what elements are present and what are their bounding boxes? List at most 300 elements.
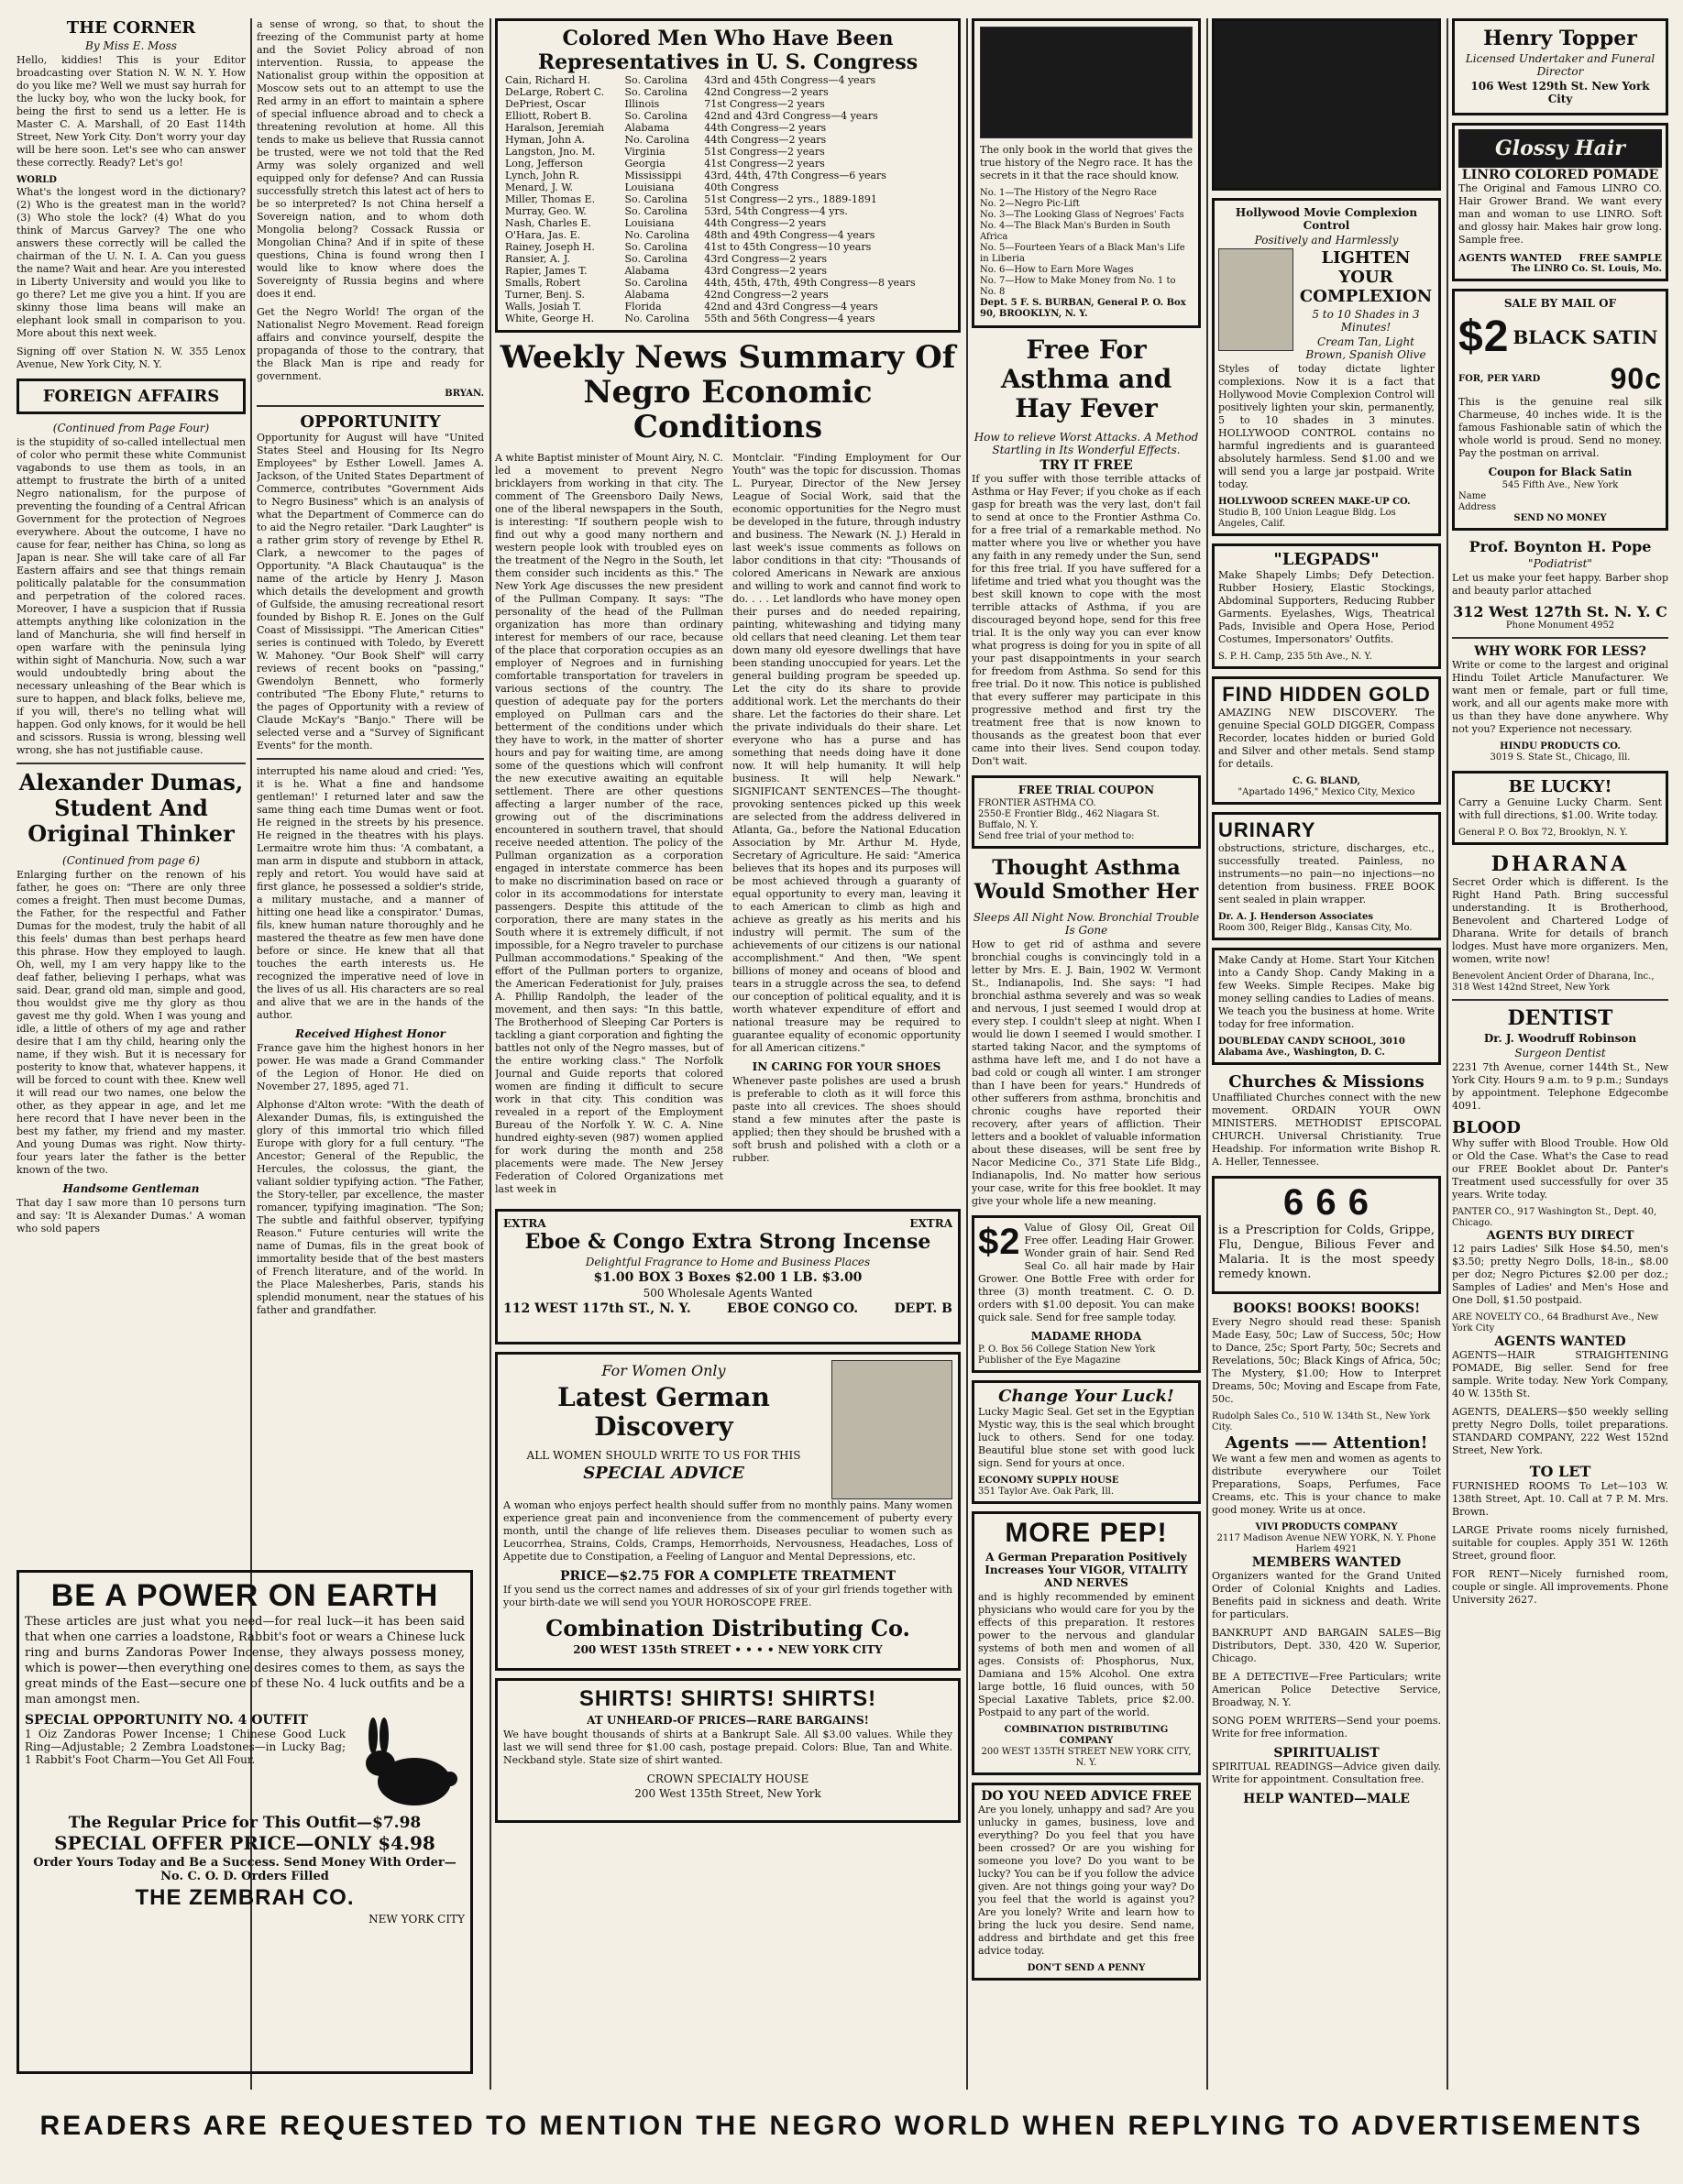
glossyhair-text: The Original and Famous LINRO CO. Hair Grower Brand. We want every man and woman to use LINRO. Soft and glossy hair. Makes hair grow long. Sample free. — [1458, 182, 1662, 246]
luck-text: Lucky Magic Seal. Get set in the Egyptian Mystic way, this is the seal which brought luck to others. Send for one today. Beautiful blue stone set with good luck sign. Send for yours at once. — [978, 1406, 1194, 1469]
divider — [1452, 637, 1668, 639]
column-5 — [1212, 18, 1441, 2090]
rep-terms: 41st to 45th Congress—10 years — [704, 241, 872, 253]
dharana-text: Secret Order which is different. Is the Right Hand Path. Bring successful understanding. It is Brotherhood, Benevolent and Chartered Lodge of Dharana. Write for details of branch lodges. Must have more organizers. Men, women, write now! — [1452, 876, 1668, 965]
rep-name: Rainey, Joseph H. — [505, 241, 595, 253]
gold-ad — [1212, 676, 1441, 805]
rep-name: Hyman, John A. — [505, 134, 586, 146]
rep-state: So. Carolina — [624, 86, 688, 98]
rep-state: Georgia — [624, 158, 666, 170]
why-addr: 3019 S. State St., Chicago, Ill. — [1490, 752, 1631, 763]
rep-state: Louisiana — [624, 217, 675, 229]
shoes-text: Whenever paste polishes are used a brush is preferable to cloth as it will force this paste into all crevices. The shoes should stand a few minutes after the paste is applied; then they should be brushed with a soft brush and polished with a cloth or a rubber. — [732, 1075, 961, 1164]
urinary-doctor: Dr. A. J. Henderson Associates — [1218, 912, 1374, 922]
rep-state: Alabama — [624, 265, 670, 277]
thought-text: How to get rid of asthma and severe bronchial coughs is convincingly told in a letter by Mrs. E. J. Bain, 1902 W. Vermont St., Indianapolis, Ind. She says: "I had bronchial asthma severely and was so weak and nervous, I just seemed I would drop at every step. I couldn't sleep at night. When I would lie down I seemed I would smother. I started taking Nacor, and the symptoms of asthma have left me, and I do not have a bad cold or cough all winter. I am stronger than I have been for years." Hundreds of other sufferers from asthma, bronchitis and chronic coughs have reported their recovery, after years of affliction. Their letters and a booklet of valuable information about these diseases, will be sent free by Nacor Medicine Co., 371 State Life Bldg., Indianapolis, Ind. No matter how serious your case, write for this free booklet. It may give your whole life a new meaning. — [972, 938, 1201, 1207]
woman-portrait-image — [831, 1360, 952, 1499]
six66-ad — [1212, 1176, 1441, 1294]
table-row — [503, 122, 952, 134]
shoes-head: IN CARING FOR YOUR SHOES — [752, 1060, 941, 1073]
table-row — [503, 74, 952, 86]
german-ad — [495, 1352, 961, 1671]
table-row — [503, 217, 952, 229]
power-order: Order Yours Today and Be a Success. Send Money With Order—No. C. O. D. Orders Filled — [33, 1856, 456, 1883]
column-6 — [1452, 18, 1668, 2090]
coupon-addr: 2550-E Frontier Bldg., 462 Niagara St. Buffalo, N. Y. — [978, 809, 1160, 830]
blood-addr: PANTER CO., 917 Washington St., Dept. 40, Chicago. — [1452, 1207, 1657, 1228]
glossyhair-agents: AGENTS WANTED — [1458, 252, 1562, 264]
power-ad — [16, 1570, 473, 2074]
gold-addr: "Apartado 1496," Mexico City, Mexico — [1238, 787, 1415, 797]
table-row — [503, 146, 952, 158]
rep-name: Rapier, James T. — [505, 265, 588, 277]
dumas-cont: (Continued from page 6) — [62, 854, 200, 867]
hollywood-ad — [1212, 198, 1441, 536]
shirts-text: We have bought thousands of shirts at a Bankrupt Sale. All $3.00 values. While they last we will send three for $1.00 cash, postage prepaid. Colors: Blue, Tan and White. Neckband style. State size of shirt wanted. — [503, 1729, 952, 1766]
rep-name: Walls, Josiah T. — [505, 301, 582, 313]
why-company: HINDU PRODUCTS CO. — [1500, 741, 1621, 752]
rep-terms: 42nd Congress—2 years — [704, 86, 829, 98]
rep-terms: 41st Congress—2 years — [704, 158, 825, 170]
rep-state: So. Carolina — [624, 74, 688, 86]
satin-cents: 90c — [1610, 362, 1662, 395]
rep-terms: 55th and 56th Congress—4 years — [704, 313, 875, 324]
power-title: BE A POWER ON EARTH — [50, 1578, 439, 1613]
rep-name: Nash, Charles E. — [505, 217, 591, 229]
rep-name: Haralson, Jeremiah — [505, 122, 605, 134]
pep-ad — [972, 1511, 1201, 1775]
candy-company: DOUBLEDAY CANDY SCHOOL, 3010 Alabama Ave., Washington, D. C. — [1218, 1037, 1405, 1058]
agents-company: VIVI PRODUCTS COMPANY — [1255, 1522, 1398, 1532]
satin-big: BLACK SATIN — [1512, 325, 1658, 348]
incense-price: $1.00 BOX 3 Boxes $2.00 1 LB. $3.00 — [593, 1270, 863, 1285]
rep-terms: 44th Congress—2 years — [704, 122, 827, 134]
glossyhair-banner — [1458, 129, 1662, 168]
rep-terms: 44th, 45th, 47th, 49th Congress—8 years — [704, 277, 916, 289]
incense-sub: Delightful Fragrance to Home and Business Places — [585, 1256, 871, 1268]
german-advice: SPECIAL ADVICE — [583, 1464, 744, 1483]
rep-name: Cain, Richard H. — [505, 74, 591, 86]
churches-text: Unaffiliated Churches connect with the new movement. ORDAIN YOUR OWN MINISTERS. METHODIST EPISCOPAL CHURCH. Universal Christianity. True Headship. For information write Bishop R. A. Heller, Tennessee. — [1212, 1092, 1441, 1168]
rep-state: So. Carolina — [624, 193, 688, 205]
foreign-affairs-title: FOREIGN AFFAIRS — [42, 387, 220, 406]
rep-terms: 42nd Congress—2 years — [704, 289, 829, 301]
foreign-cont: (Continued from Page Four) — [52, 422, 210, 434]
members-title: MEMBERS WANTED — [1251, 1555, 1402, 1570]
dentist-text: 2231 7th Avenue, corner 144th St., New York City. Hours 9 a.m. to 9 p.m.; Sundays by appointment. Telephone Edgecombe 4091. — [1452, 1061, 1668, 1112]
hollywood-company: HOLLYWOOD SCREEN MAKE-UP CO. — [1218, 497, 1411, 507]
rep-terms: 42nd and 43rd Congress—4 years — [704, 301, 878, 313]
lucky-text: Carry a Genuine Lucky Charm. Sent with full directions, $1.00. Write today. — [1458, 796, 1662, 821]
table-row — [503, 265, 952, 277]
agents-title: Agents —— Attention! — [1225, 1433, 1428, 1453]
book-list — [980, 188, 1193, 298]
rep-state: Florida — [624, 301, 662, 313]
rep-name: DeLarge, Robert C. — [505, 86, 605, 98]
glossy-pub: Publisher of the Eye Magazine — [978, 1355, 1121, 1366]
table-row — [503, 193, 952, 205]
luck-addr: 351 Taylor Ave. Oak Park, Ill. — [978, 1487, 1115, 1497]
corner-byline: By Miss E. Moss — [85, 39, 177, 52]
dentist-title: DENTIST — [1507, 1006, 1613, 1030]
agents-addr: 2117 Madison Avenue NEW YORK, N. Y. Phone Harlem 4921 — [1216, 1533, 1436, 1554]
dolls-text: 12 pairs Ladies' Silk Hose $4.50, men's $3.50; pretty Negro Dolls, 18-in., $8.00 per doz; Negro Pictures $2.00 per doz.; Samples of Ladies' and Men's Hose and One Doll, $1.50 postpaid. — [1452, 1243, 1668, 1306]
rep-state: So. Carolina — [624, 241, 688, 253]
rep-name: Elliott, Robert B. — [505, 110, 592, 122]
advice-footer: DON'T SEND A PENNY — [1027, 1963, 1146, 1973]
rep-terms: 48th and 49th Congress—4 years — [704, 229, 875, 241]
urinary-addr: Room 300, Reiger Bldg., Kansas City, Mo. — [1218, 923, 1413, 933]
asthma-sub: How to relieve Worst Attacks. A Method Startling in Its Wonderful Effects. — [974, 431, 1199, 456]
advice-text: Are you lonely, unhappy and sad? Are you unlucky in games, business, love and everything? Do you feel that you have been crossed? Or are you wishing for someone you love? Do you want to be lucky? You can be if you follow the advice given. Are not things going your way? Do you feel that the world is against you? Are you lonely? Write and learn how to bring the luck you desire. Send name, address and birthdate and get this free advice today. — [978, 1804, 1194, 1957]
gold-title: FIND HIDDEN GOLD — [1222, 683, 1431, 706]
incense-extra-left: EXTRA — [503, 1217, 546, 1230]
rep-state: No. Carolina — [624, 313, 690, 324]
pep-company: COMBINATION DISTRIBUTING COMPANY — [1004, 1725, 1169, 1746]
table-row — [503, 289, 952, 301]
column-1 — [16, 18, 246, 1558]
power-items: 1 Oiz Zandoras Power Incense; 1 Chinese Good Luck Ring—Adjustable; 2 Zembra Loadstones—in Lucky Bag; 1 Rabbit's Foot Charm—You Get All Four. — [25, 1728, 346, 1766]
luck-ad — [972, 1380, 1201, 1504]
rep-name: Long, Jefferson — [505, 158, 583, 170]
incense-title: Eboe & Congo Extra Strong Incense — [524, 1230, 931, 1254]
tolet-title: TO LET — [1529, 1463, 1591, 1480]
summary-col1: A white Baptist minister of Mount Airy, N. C. led a movement to prevent Negro bricklayers from working in that city. The comment of The Greensboro Daily News, one of the liberal newspapers in the South, is interesting: "If southern people wish to find out why a good many northern and western people look with troubled eyes on the treatment of the Negro in the South, let them consider such incidents as this." The New York Age discusses the new president of the Pullman Company. It says: "The personality of the head of the Pullman organization has more than ordinary interest for members of our race, because of the place that corporation occupies as an employer of Negroes and in furnishing comfortable transportation for travelers in various sections of the country. The question of adequate pay for the porters employed on Pullman cars and the betterment of the conditions under which they have to work, in the matter of shorter hours and pay for waiting time, are among some of the questions which will confront the new executive awaiting an equitable settlement. There are other questions affecting a larger number of the race, growing out of the discriminations encountered in southern travel, that should receive needed attention. The policy of the Pullman organization as a corporation engaged in interstate commerce has been to make no discrimination based on race or color in its accommodations for interstate passengers. Despite this attitude of the corporation, there are many states in the South where it is extremely difficult, if not impossible, for a Negro traveler to purchase Pullman accommodations." Speaking of the effort of the Pullman porters to organize, the American Federationist for July, praises A. Phillip Randolph, the leader of the movement, and then says: "In this battle, The Brotherhood of Sleeping Car Porters is tackling a giant corporation and fighting the battles not only of the Negro masses, but of the entire working class." The Norfolk Journal and Guide reports that colored women are finding it difficult to secure work in that city. This condition was revealed in a report of the Employment Bureau of the Norfolk Y. W. C. A. Nine hundred eighty-seven (987) women applied for work during the month and 258 placements were made. The New Jersey Federation of Colored Organizations met last week in — [495, 452, 724, 1195]
power-addr: NEW YORK CITY — [368, 1913, 465, 1926]
power-price1: The Regular Price for This Outfit—$7.98 — [68, 1814, 422, 1832]
pope-name: Prof. Boynton H. Pope — [1468, 538, 1652, 555]
foreign-affairs-box — [16, 379, 246, 414]
six66-text: is a Prescription for Colds, Grippe, Flu, Dengue, Bilious Fever and Malaria. It is the most speedy remedy known. — [1218, 1224, 1435, 1281]
dharana-title: DHARANA — [1490, 852, 1630, 876]
agents1-text: AGENTS—HAIR STRAIGHTENING POMADE, Big seller. Send for free sample. Write today. New York Company, 40 W. 135th St. — [1452, 1349, 1668, 1399]
power-offer: SPECIAL OPPORTUNITY NO. 4 OUTFIT — [25, 1713, 308, 1728]
rep-terms: 53rd, 54th Congress—4 yrs. — [704, 205, 848, 217]
list-item: No. 7—How to Make Money from No. 1 to No. 8 — [980, 276, 1176, 297]
satin-coupon: Coupon for Black Satin — [1488, 466, 1633, 478]
rep-state: So. Carolina — [624, 277, 688, 289]
rep-state: Louisiana — [624, 181, 675, 193]
topper-sub: Licensed Undertaker and Funeral Director — [1465, 52, 1656, 78]
luck-footer: ECONOMY SUPPLY HOUSE — [978, 1476, 1119, 1486]
tolet3: FOR RENT—Nicely furnished room, couple or single. All improvements. Phone University 2627. — [1452, 1568, 1668, 1606]
glossy-ad — [972, 1215, 1201, 1373]
legpads-ad — [1212, 543, 1441, 669]
rep-terms: 42nd and 43rd Congress—4 years — [704, 110, 878, 122]
book-addr: Dept. 5 F. S. BURBAN, General P. O. Box 90, BROOKLYN, N. Y. — [980, 298, 1186, 319]
divider — [16, 763, 246, 764]
pep-title: MORE PEP! — [1005, 1518, 1168, 1548]
satin-per: FOR, PER YARD — [1458, 373, 1541, 384]
table-row — [503, 158, 952, 170]
power-price2: SPECIAL OFFER PRICE—ONLY $4.98 — [54, 1832, 435, 1854]
table-row — [503, 241, 952, 253]
incense-ad — [495, 1209, 961, 1344]
glossyhair-free: FREE SAMPLE — [1578, 252, 1662, 264]
table-row — [503, 181, 952, 193]
corner-title: THE CORNER — [66, 18, 196, 38]
glossy-addr: P. O. Box 56 College Station New York — [978, 1344, 1156, 1355]
blood-text: Why suffer with Blood Trouble. How Old or Old the Case. What's the Case to read our FREE Booklet about Dr. Panter's Treatment used successfully for over 35 years. Write today. — [1452, 1137, 1668, 1201]
incense-extra-right: EXTRA — [909, 1217, 952, 1230]
help-wanted: HELP WANTED—MALE — [1243, 1792, 1410, 1806]
rep-name: O'Hara, Jas. E. — [505, 229, 581, 241]
dumas-cont-text: interrupted his name aloud and cried: 'Yes, it is he. What a fine and handsome gentleman!' I returned later and saw the same thing each time Dumas went or foot. He reigned in the streets by his presence. He reigned in the theatres with his plays. Lermaitre wrote him thus: 'A combatant, a man arm in dispute and stubborn in attack, reply and retort. You would have said at first glance, he possessed a soldier's stride, a military mustache, and a manner of hitting one head like a conspirator.' Dumas, fils, knew human nature thoroughly and he mastered the theatre as few men have done before or since. He knew that all that touches the earth interests us. He recognized the imperative need of love in the lives of us all. His characters are so real and alive that we are in the hands of the author. — [257, 765, 484, 1021]
handsome-text: That day I saw more than 10 persons turn and say: 'It is Alexander Dumas.' A woman who sold papers — [16, 1197, 246, 1235]
pep-text: and is highly recommended by eminent physicians who would care for you by the effects of this preparation. It restores power to the nervous and glandular systems of both men and women of all ages. Consists of: Phosphorus, Nux, Damiana and 15% Alcohol. One extra large bottle, 16 fluid ounces, with 50 Special Laxative Tablets, price $2.00. Postpaid to any part of the world. — [978, 1591, 1194, 1718]
list-item: No. 3—The Looking Glass of Negroes' Facts — [980, 210, 1184, 220]
rep-name: Turner, Benj. S. — [505, 289, 586, 301]
glossy-company: MADAME RHODA — [1030, 1330, 1142, 1343]
incense-company: EBOE CONGO CO. — [727, 1301, 859, 1316]
column-rule — [1446, 18, 1448, 2090]
table-row — [503, 313, 952, 324]
topper-name: Henry Topper — [1483, 27, 1637, 50]
agents2-text: AGENTS, DEALERS—$50 weekly selling pretty Negro Dolls, toilet preparations. STANDARD COMPANY, 222 West 152nd Street, New York. — [1452, 1406, 1668, 1456]
rep-state: No. Carolina — [624, 134, 690, 146]
rep-state: Alabama — [624, 289, 670, 301]
hollywood-title: Hollywood Movie Complexion Control — [1235, 206, 1418, 232]
rep-terms: 43rd Congress—2 years — [704, 265, 827, 277]
agents-wanted: AGENTS WANTED — [1494, 1334, 1626, 1349]
dolls-company: ARE NOVELTY CO., 64 Bradhurst Ave., New York City — [1452, 1312, 1659, 1333]
urinary-ad — [1212, 812, 1441, 940]
list-item: No. 2—Negro Pic-Lift — [980, 199, 1080, 209]
russia-text: a sense of wrong, so that, to shout the freezing of the Communist party at home and the Soviet Policy abroad of non intervention. Russia, to appease the Nationalist group within the opposition at Moscow sets out to an attempt to use the Red army in an effort to maintain a sphere of special influence abroad and to check a threatening revolution at home. All this tends to make us believe that Russia cannot be trusted, were we not told that the Red Army was solely organized and well equipped only for defense? And can Russia successfully stretch this latest act of hers to be so interpreted? Is not China herself a Sovereign nation, and to whom doth Mongolia belong? Cossack Russia or Mongolian China? And if in spite of these questions, China is found wrong then I would like to know where does the Sovereignty of Russia begins and where does it end. — [257, 18, 484, 300]
rep-name: Ransier, A. J. — [505, 253, 570, 265]
column-2 — [257, 18, 484, 1558]
daudet-text: Alphonse d'Alton wrote: "With the death of Alexander Dumas, fils, is extinguished the glory of this immortal trio which filled Europe with glory for a full century. "The Ancestor; General of the Republic, the Hercules, the colossus, the giant, the valiant soldier typifying action. "The Father, the Story-teller, par excellence, the master romancer, typifying imagination. "The Son; The subtle and faithful observer, typifying Reason." Future centuries will write the name of Dumas, fils in the great book of immortality beside that of the best masters of French literature, and of the world. In the Place Malesherbes, Paris, stands his splendid monument, near the statues of his father and grandfather. — [257, 1099, 484, 1316]
table-row — [503, 301, 952, 313]
signed: BRYAN. — [445, 389, 484, 399]
satin-price: $2 — [1458, 313, 1510, 361]
shirts-title: SHIRTS! SHIRTS! SHIRTS! — [578, 1686, 877, 1711]
table-row — [503, 98, 952, 110]
rep-name: Langston, Jno. M. — [505, 146, 596, 158]
lucky-addr: General P. O. Box 72, Brooklyn, N. Y. — [1458, 828, 1628, 838]
rep-name: White, George H. — [505, 313, 595, 324]
hollywood-big: LIGHTEN YOUR COMPLEXION — [1299, 248, 1433, 306]
footer-banner: READERS ARE REQUESTED TO MENTION THE NEGRO WORLD WHEN REPLYING TO ADVERTISEMENTS — [39, 2111, 1644, 2141]
blood-title: BLOOD — [1452, 1118, 1521, 1137]
spiritualist-text: SPIRITUAL READINGS—Advice given daily. Write for appointment. Consultation free. — [1212, 1761, 1441, 1785]
legpads-addr: S. P. H. Camp, 235 5th Ave., N. Y. — [1218, 652, 1372, 662]
pope-phone: Phone Monument 4952 — [1505, 620, 1615, 631]
rep-state: Mississippi — [624, 170, 682, 181]
rep-name: Lynch, John R. — [505, 170, 580, 181]
reps-title: Colored Men Who Have Been Representatives in U. S. Congress — [537, 27, 918, 74]
german-price: PRICE—$2.75 FOR A COMPLETE TREATMENT — [559, 1569, 896, 1584]
glossy-text: Value of Glosy Oil, Great Oil Free offer. Leading Hair Grower. Wonder grain of hair. Send Red Seal Co. all hair made by Hair Grower. One Bottle Free with order for three (3) month treatment. C. O. D. orders with $1.00 deposit. You can make quick sale. Send for free sample today. — [978, 1222, 1194, 1323]
german-title: Latest German Discovery — [557, 1382, 770, 1442]
pep-addr: 200 WEST 135TH STREET NEW YORK CITY, N. Y. — [981, 1747, 1192, 1768]
list-item: No. 5—Fourteen Years of a Black Man's Life in Liberia — [980, 243, 1185, 264]
detective-text: BE A DETECTIVE—Free Particulars; write American Police Detective Service, Broadway, N. Y. — [1212, 1671, 1441, 1708]
glossyhair-title: Glossy Hair — [1494, 137, 1626, 160]
hollywood-colors: Cream Tan, Light Brown, Spanish Olive — [1305, 335, 1426, 361]
reps-table — [503, 74, 952, 324]
glossy-price: $2 — [978, 1222, 1021, 1262]
column-3 — [495, 18, 961, 2090]
satin-addr: 545 Fifth Ave., New York — [1502, 480, 1619, 490]
asthma-coupon[interactable] — [972, 775, 1201, 849]
pep-sub: A German Preparation Positively Increases Your VIGOR, VITALITY AND NERVES — [984, 1551, 1188, 1589]
coupon-head: FREE TRIAL COUPON — [1018, 784, 1155, 796]
pope-addr: 312 West 127th St. N. Y. C — [1453, 603, 1667, 620]
rep-terms: 44th Congress—2 years — [704, 217, 827, 229]
advice-ad — [972, 1783, 1201, 1981]
handsome-head: Handsome Gentleman — [62, 1182, 200, 1195]
satin-nomoney: SEND NO MONEY — [1513, 513, 1607, 523]
pope-title: "Podiatrist" — [1528, 557, 1592, 570]
rep-terms: 71st Congress—2 years — [704, 98, 825, 110]
satin-name[interactable]: Name — [1458, 491, 1487, 501]
pope-text: Let us make your feet happy. Barber shop and beauty parlor attached — [1452, 572, 1668, 597]
rep-terms: 43rd Congress—2 years — [704, 253, 827, 265]
lucky-ad — [1452, 771, 1668, 845]
foreign-text: is the stupidity of so-called intellectual men of color who permit these white Communist vagabonds to use them as tools, in an attempt to frustrate the birth of a united Negro nationalism, for the purpose of preventing the founding of a Central African Government for the protection of Negroes everywhere. About the outcome, I have no cause for fear, neither has China, so long as Japan is near. She will take care of all Far Eastern affairs and see that things remain politically palatable for the consummation and perpetration of the colored races. Moreover, I have a suspicion that if Russia attempts anything like colonization in the land of Manchuria, she will find herself in open warfare with the peninsula lying within sight of Manchuria. Now, such a war would undoubtedly bring about the necessary unleashing of the Bear which is sure to happen, and black folks, believe me, if you will, there's no telling what will happen. God only knows, for it would be hell and scissors. Russia is wrong, blessing well wrong, she has not justifiable cause. — [16, 436, 246, 756]
shirts-company: CROWN SPECIALTY HOUSE — [646, 1772, 809, 1785]
shirts-ad — [495, 1678, 961, 1823]
list-item: No. 6—How to Earn More Wages — [980, 265, 1134, 275]
legpads-title: "LEGPADS" — [1273, 550, 1380, 569]
churches-title: Churches & Missions — [1228, 1072, 1424, 1092]
table-row — [503, 253, 952, 265]
dumas-title: Alexander Dumas, Student And Original Thinker — [18, 769, 244, 847]
why-text: Write or come to the largest and original Hindu Toilet Article Manufacturer. We want men or female, part or full time, work, and all our agents make more with us than they have done anywhere. Why not you? Experience not necessary. — [1452, 659, 1668, 735]
spiritualist-title: SPIRITUALIST — [1273, 1746, 1380, 1761]
gold-company: C. G. BLAND, — [1292, 776, 1361, 786]
rep-state: So. Carolina — [624, 253, 688, 265]
lucky-title: BE LUCKY! — [1508, 777, 1612, 796]
rep-state: So. Carolina — [624, 110, 688, 122]
satin-address[interactable]: Address — [1458, 502, 1496, 512]
topper-ad — [1452, 18, 1668, 115]
dentist-sub: Surgeon Dentist — [1514, 1047, 1606, 1059]
book-ad — [972, 18, 1201, 328]
table-row — [503, 277, 952, 289]
thought-title: Thought Asthma Would Smother Her — [974, 856, 1199, 904]
asthma-title: Free For Asthma and Hay Fever — [1000, 335, 1172, 423]
agents-text: We want a few men and women as agents to distribute everywhere our Toilet Preparations, Soaps, Perfumes, Face Creams, etc. This is your chance to make good money. Write us at once. — [1212, 1453, 1441, 1516]
song-text: SONG POEM WRITERS—Send your poems. Write for free information. — [1212, 1715, 1441, 1740]
german-head: For Women Only — [601, 1362, 726, 1379]
urinary-text: obstructions, stricture, discharges, etc., successfully treated. Painless, no instruments—no pain—no injections—no detention from business. FREE BOOK sent sealed in plain wrapper. — [1218, 842, 1435, 905]
advice-badge: DO YOU NEED ADVICE FREE — [981, 1789, 1192, 1804]
rabbit-icon — [355, 1713, 465, 1814]
table-row — [503, 134, 952, 146]
power-company: THE ZEMBRAH CO. — [135, 1885, 355, 1910]
incense-dept: DEPT. B — [894, 1301, 952, 1316]
book-text: The only book in the world that gives the true history of the Negro race. It has the secrets in it that the race should know. — [980, 144, 1193, 181]
rep-state: No. Carolina — [624, 229, 690, 241]
german-sub: ALL WOMEN SHOULD WRITE TO US FOR THIS — [526, 1449, 801, 1462]
books-text: Every Negro should read these: Spanish Made Easy, 50c; Law of Success, 50c; How to Dance, 25c; Sport Party, 50c; Secrets and Revelations, 50c; Black Kings of Africa, 50c; The Mystery, $1.00; How to Interpret Dreams, 50c; Moving and Escape from Fate, 50c. — [1212, 1316, 1441, 1405]
corner-signoff: Signing off over Station N. W. 355 Lenox Avenue, New York City, N. Y. — [16, 346, 246, 370]
dharana-addr: Benevolent Ancient Order of Dharana, Inc., 318 West 142nd Street, New York — [1452, 971, 1655, 993]
tolet1: FURNISHED ROOMS To Let—103 W. 138th Street, Apt. 10. Call at 7 P. M. Mrs. Brown. — [1452, 1480, 1668, 1518]
german-text: A woman who enjoys perfect health should suffer from no monthly pains. Many women experience great pain and inconvenience from the commencement of puberty every month, until the change of life relieves them. Diseases peculiar to women such as Leucorrhea, Strains, Colds, Cramps, Hemorrhoids, Nervousness, Headaches, Loss of Appetite due to Constipation, a Feeling of Languor and Mental Depressions, etc. — [503, 1499, 952, 1563]
rep-terms: 40th Congress — [704, 181, 779, 193]
books-addr: Rudolph Sales Co., 510 W. 134th St., New York City. — [1212, 1411, 1431, 1432]
book-cover-image — [980, 27, 1193, 138]
honor-head: Received Highest Honor — [295, 1027, 446, 1040]
hollywood-text: Styles of today dictate lighter complexions. Now it is a fact that Hollywood Movie Complexion Control will positively lighten your skin, permanently, 5 to 10 shades in 3 minutes. HOLLYWOOD CONTROL contains no harmful ingredients and is guaranteed absolutely harmless. Send $1.00 and we will send you a large jar postpaid. Write today. — [1218, 363, 1435, 490]
tolet2: LARGE Private rooms nicely furnished, suitable for couples. Apply 351 W. 126th Street, ground floor. — [1452, 1524, 1668, 1562]
column-rule — [1206, 18, 1208, 2090]
rep-state: Illinois — [624, 98, 660, 110]
list-item: No. 4—The Black Man's Burden in South Africa — [980, 221, 1171, 242]
table-row — [503, 170, 952, 181]
rep-name: Smalls, Robert — [505, 277, 581, 289]
coupon-line: Send free trial of your method to: — [978, 831, 1135, 841]
dentist-name: Dr. J. Woodruff Robinson — [1483, 1032, 1637, 1045]
reps-box — [495, 18, 961, 333]
column-4 — [972, 18, 1201, 2090]
topper-addr: 106 West 129th St. New York City — [1470, 80, 1650, 105]
incense-addr: 112 WEST 117th ST., N. Y. — [503, 1301, 691, 1316]
rep-name: DePriest, Oscar — [505, 98, 586, 110]
members-text: Organizers wanted for the Grand United Order of Colonial Knights and Ladies. Benefits paid in sickness and death. Write for particulars. — [1212, 1570, 1441, 1620]
glossyhair-company: The LINRO Co. St. Louis, Mo. — [1511, 264, 1662, 274]
list-item: No. 1—The History of the Negro Race — [980, 188, 1157, 198]
urinary-title: URINARY — [1218, 818, 1316, 841]
satin-text: This is the genuine real silk Charmeuse, 40 inches wide. It is the famous Fashionable satin of which the whole world is proud. Send no money. Pay the postman on arrival. — [1458, 396, 1662, 459]
coupon-company: FRONTIER ASTHMA CO. — [978, 798, 1096, 808]
rep-terms: 51st Congress—2 years — [704, 146, 825, 158]
gold-text: AMAZING NEW DISCOVERY. The genuine Special GOLD DIGGER, Compass Recorder, locates hidden or buried Gold and Silver and other metals. Send stamp for details. — [1218, 707, 1435, 770]
column-rule — [490, 18, 491, 2090]
luck-title: Change Your Luck! — [998, 1387, 1174, 1406]
table-row — [503, 86, 952, 98]
books-title: BOOKS! BOOKS! BOOKS! — [1232, 1301, 1421, 1316]
rep-name: Menard, J. W. — [505, 181, 574, 193]
glossyhair-ad — [1452, 123, 1668, 281]
rep-name: Murray, Geo. W. — [505, 205, 587, 217]
summary-col2: Montclair. "Finding Employment for Our Youth" was the topic for discussion. Thomas L. Puryear, Director of the New Jersey League of Social Work, said that the economic opportunities for the Negro must be developed in the future, through industry and business. The Newark (N. J.) Herald in last week's issue comments as follows on labor conditions in that city: "Thousands of colored Americans in Newark are anxious and willing to work and cannot find work to do. . . . Let landlords who have money open their purses and do needed repairing, painting, whitewashing and tidying many old cellars that need cleaning. Let them tear down many old eyesore dwellings that have been standing unoccupied for years. Let the general building program be speeded up. Let the city do its share to provide additional work. Let the merchants do their share. Let the factories do their share. Let the private individuals do their share. Let everyone who has a purse and has something that needs doing have it done now. It will help humanity. It will help business. It will help Newark." SIGNIFICANT SENTENCES—The thought-provoking sentences picked up this week are selected from the address delivered in Atlanta, Ga., before the National Education Association by Mr. Arthur M. Hyde, Secretary of Agriculture. He said: "America believes that its hopes and its purposes will be most achieved through a guaranty of equal opportunity to every man, leaving it to each American to climb as high and achieve as greatly as his merits and his industry will permit. The sum of the achievements of our citizens is our national accomplishment." And then, "We spent billions of money and oceans of blood and tears in a struggle across the sea, to defend our conception of political equality, and it is worth whatever expenditure of effort and national treasure may be required to guarantee equality of economic opportunity for all American citizens." — [732, 452, 961, 1054]
asthma-try: TRY IT FREE — [1040, 458, 1133, 473]
satin-ad — [1452, 289, 1668, 531]
dolls-title: AGENTS BUY DIRECT — [1486, 1229, 1634, 1243]
col5-top-image — [1212, 18, 1441, 191]
six66-big: 6 6 6 — [1283, 1182, 1370, 1223]
table-row — [503, 205, 952, 217]
asthma-text: If you suffer with those terrible attacks of Asthma or Hay Fever; if you choke as if each gasp for breath was the very last, don't fail to send at once to the Frontier Asthma Co. for a free trial of a remarkable method. No matter where you live or whether you have any faith in any remedy under the Sun, send for this free trial. If you have suffered for a lifetime and tried what you thought was the best skill known to cope with the most terrible attacks of Asthma, if you are discouraged beyond hope, send for this free trial. It is the only way you can ever know what progress is doing for you in spite of all your past disappointments in your search for freedom from Asthma. So send for this free trial. Do it now. This notice is published that every sufferer may participate in this progressive method and first try the treatment free that is now known to thousands as the greatest boon that ever came into their lives. Send coupon today. Don't wait. — [972, 473, 1201, 767]
candy-ad — [1212, 948, 1441, 1065]
bankrupt-text: BANKRUPT AND BARGAIN SALES—Big Distributors, Dept. 330, 420 W. Superior, Chicago. — [1212, 1627, 1441, 1664]
table-row — [503, 229, 952, 241]
negro-world-plug: Get the Negro World! The organ of the Nationalist Negro Movement. Read foreign affairs and convince yourself, despite the propaganda of those to the contrary, that the Black Man is ripe and ready for government. — [257, 306, 484, 382]
rep-terms: 43rd, 44th, 47th Congress—6 years — [704, 170, 886, 181]
candy-text: Make Candy at Home. Start Your Kitchen into a Candy Shop. Candy Making in a few Weeks. Simple Recipes. Make big money selling candies to Ladies of means. We teach you the business at home. Write today for free information. — [1218, 954, 1435, 1030]
hollywood-face-image — [1218, 248, 1293, 351]
glossyhair-brand: LINRO COLORED POMADE — [1461, 168, 1659, 182]
combo-name: Combination Distributing Co. — [545, 1615, 910, 1641]
shirts-sub: AT UNHEARD-OF PRICES—RARE BARGAINS! — [587, 1714, 869, 1727]
corner-text: Hello, kiddies! This is your Editor broadcasting over Station N. W. N. Y. How do you like me? Well we must say hurrah for the lucky boy, who won the lucky book, for being the first to send us a letter. He is Master C. A. Marshall, of 20 East 114th Street, New York City. Don't worry your day will be here soon. Let's see who can answer these correctly. Ready? Let's go! — [16, 54, 246, 169]
satin-head: SALE BY MAIL OF — [1503, 297, 1617, 310]
rep-state: So. Carolina — [624, 205, 688, 217]
rep-state: Virginia — [624, 146, 666, 158]
rep-name: Miller, Thomas E. — [505, 193, 596, 205]
hollywood-sub: Positively and Harmlessly — [1254, 234, 1399, 247]
legpads-text: Make Shapely Limbs; Defy Detection. Rubber Hosiery, Elastic Stockings, Abdominal Supporters, Reducing Rubber Garments. Eyelashes, Wigs, Theatrical Pads, Invisible and Opera Hose, Period Costumes, Impersonators' Outfits. — [1218, 569, 1435, 645]
combo-addr: 200 WEST 135th STREET • • • • NEW YORK CITY — [573, 1643, 883, 1656]
summary-title: Weekly News Summary Of Negro Economic Conditions — [500, 339, 956, 445]
rep-terms: 51st Congress—2 yrs., 1889-1891 — [704, 193, 877, 205]
hollywood-shades: 5 to 10 Shades in 3 Minutes! — [1312, 308, 1420, 334]
why-title: WHY WORK FOR LESS? — [1474, 644, 1646, 659]
